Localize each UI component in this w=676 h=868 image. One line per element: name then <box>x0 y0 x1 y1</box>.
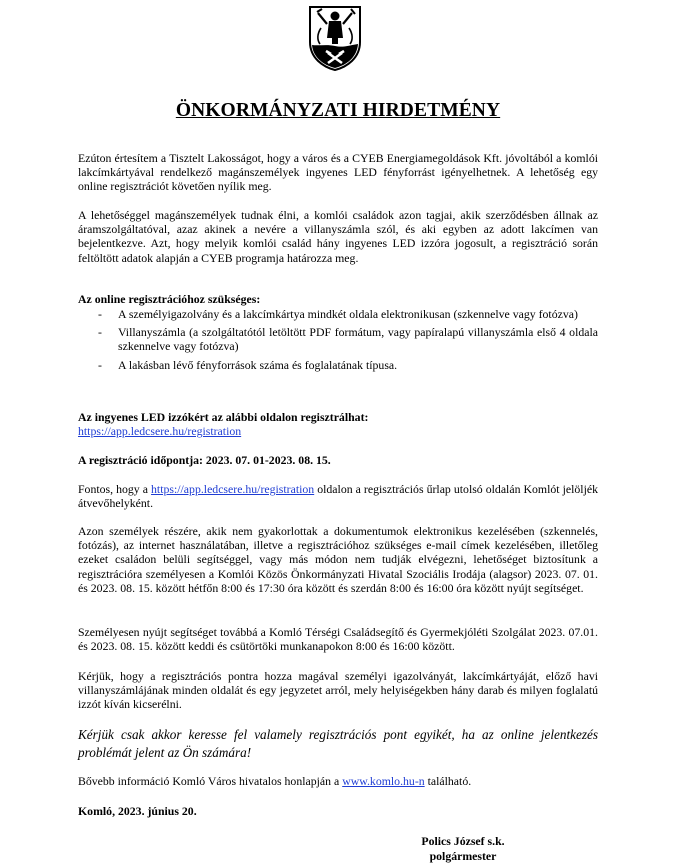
registration-period: A regisztráció időpontja: 2023. 07. 01-2023. 08. 15. <box>78 453 331 467</box>
eligibility-paragraph: A lehetőséggel magánszemélyek tudnak élni, a komlói családok azon tagjai, akik szerződésben állnak az áramszolgáltatóval, azaz akinek a nevére a villanyszámla szól, és aki egyben az adott lakcímen van bejelentkezve. Azt, hogy melyik komlói család hány ingyenes LED izzóra jogosult, a regisztráció során feltöltött adatok alapján a CYEB programja határozza meg. <box>78 208 598 265</box>
registration-heading: Az ingyenes LED izzókért az alábbi oldalon regisztrálhat: <box>78 410 369 424</box>
requirements-list <box>78 307 598 376</box>
coat-of-arms-icon <box>307 4 363 72</box>
requirements-heading: Az online regisztrációhoz szükséges: <box>78 292 261 306</box>
list-item: - A személyigazolvány és a lakcímkártya mindkét oldala elektronikusan (szkennelve vagy fotózva) <box>98 307 578 321</box>
signature-block <box>398 834 528 864</box>
signer-name: Polics József s.k. <box>421 834 505 848</box>
list-item: - A lakásban lévő fényforrások száma és foglalatának típusa. <box>98 357 398 372</box>
place-and-date: Komló, 2023. június 20. <box>78 804 197 818</box>
bring-documents-paragraph: Kérjük, hogy a regisztrációs pontra hozza magával személyi igazolványát, lakcímkártyáját, előző havi villanyszámlájának minden oldalát és egy jegyzetet arról, mely helyiségekben hány darab és milyen foglalatú izzót kíván kicserélni. <box>78 669 598 712</box>
registration-link-inline[interactable]: https://app.ledcsere.hu/registration <box>151 482 315 496</box>
italic-notice: Kérjük csak akkor keresse fel valamely regisztrációs pont egyikét, ha az online jelentkezés problémát jelent az Ön számára! <box>78 727 598 760</box>
info-paragraph: Bővebb információ Komló Város hivatalos honlapján a www.komlo.hu-n található. <box>78 774 472 788</box>
registration-link[interactable]: https://app.ledcsere.hu/registration <box>78 424 242 438</box>
list-item: - Villanyszámla (a szolgáltatótól letöltött PDF formátum, vagy papíralapú villanyszámla első 4 oldala szkennelve vagy fotózva) <box>98 325 598 354</box>
intro-paragraph: Ezúton értesítem a Tisztelt Lakosságot, hogy a város és a CYEB Energiamegoldások Kft. jóvoltából a komlói lakcímkártyával rendelkező magánszemélyek ingyenes LED fényforrást igényelhetnek. A lehetőség egy online regisztrációt követően nyílik meg. <box>78 151 598 194</box>
signer-title: polgármester <box>429 849 497 863</box>
assistance-paragraph: Azon személyek részére, akik nem gyakorlottak a dokumentumok elektronikus kezelésében (szkennelés, fotózás), az internet használatában, illetve a regisztrációhoz szükséges e-mail címek kezelésében, illetőleg ezeket családon belüli segítséggel, vagy más módon nem tudják elvégezni, lehetőséget biztosítunk a regisztrációra személyesen a Komlói Közös Önkormányzati Hivatal Szociális Irodája (alagsor) 2023. 07. 01. és 2023. 08. 15. között hétfőn 8:00 és 17:30 óra között és szerdán 8:00 és 16:00 óra között nyújt segítséget. <box>78 524 598 595</box>
komlo-website-link[interactable]: www.komlo.hu-n <box>342 774 425 788</box>
family-service-paragraph: Személyesen nyújt segítséget továbbá a Komló Térségi Családsegítő és Gyermekjóléti Szolgálat 2023. 07.01. és 2023. 08. 15. között keddi és csütörtöki munkanapokon 8:00 és 16:00 között. <box>78 625 598 654</box>
fontos-paragraph: Fontos, hogy a https://app.ledcsere.hu/registration oldalon a regisztrációs űrlap utolsó oldalán Komlót jelöljék átvevőhelyként. <box>78 482 598 511</box>
page-title: ÖNKORMÁNYZATI HIRDETMÉNY <box>175 100 501 121</box>
